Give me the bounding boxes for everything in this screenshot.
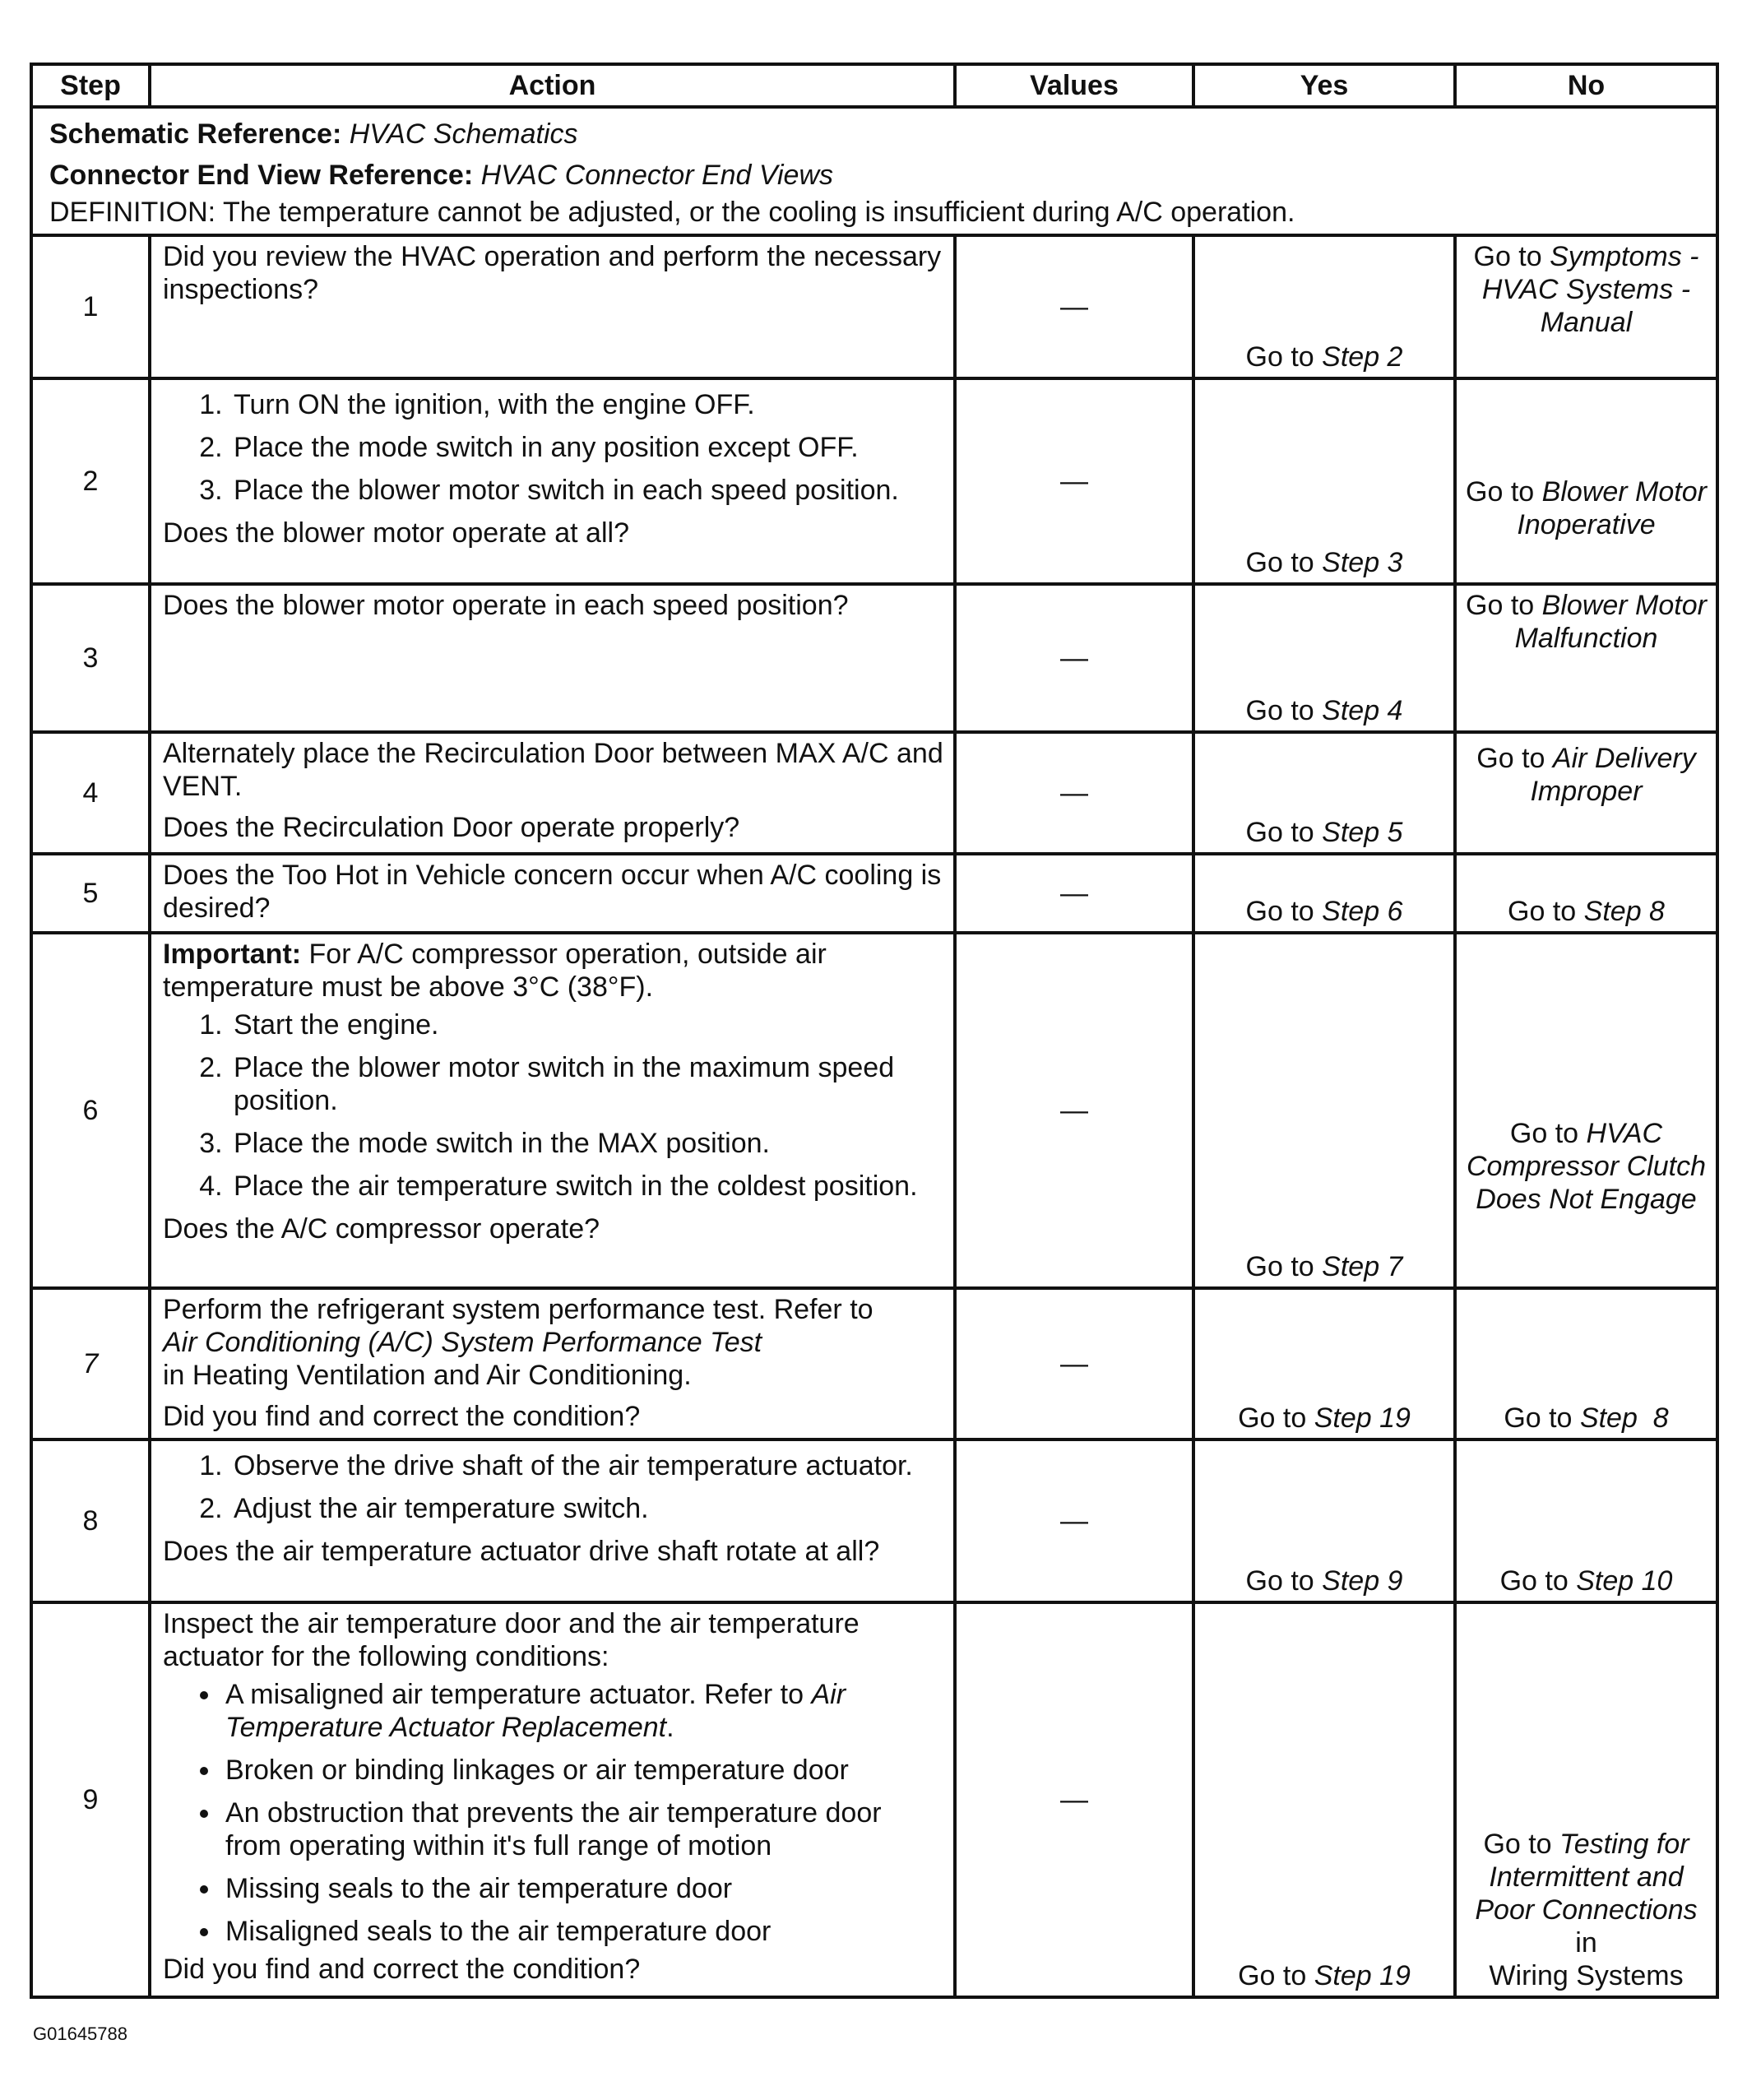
yes-cell (1193, 235, 1455, 378)
action-question: Does the Recirculation Door operate properly? (163, 812, 740, 843)
condition-list (163, 1678, 943, 1948)
go-to-label: Go to (1245, 547, 1314, 578)
go-to-label: Go to (1245, 1565, 1314, 1597)
no-step-link[interactable]: Step 8 (1583, 896, 1665, 927)
step-number: 8 (31, 1439, 150, 1602)
table-row (31, 378, 1717, 584)
go-to-label: Go to (1466, 476, 1535, 508)
table-row (31, 584, 1717, 732)
step-number: 7 (31, 1288, 150, 1439)
step-number: 3 (31, 584, 150, 732)
action-text: Inspect the air temperature door and the air temperature actuator for the following conditions: (163, 1608, 860, 1672)
go-to-label: Go to (1245, 1251, 1314, 1282)
list-item: 3. Place the mode switch in the MAX position. (230, 1127, 943, 1160)
no-step-link[interactable]: Blower Motor Inoperative (1517, 476, 1707, 540)
definition-text: DEFINITION: The temperature cannot be adjusted, or the cooling is insufficient during A/C operation. (49, 197, 1295, 228)
reference-row (31, 107, 1717, 235)
list-item: • An obstruction that prevents the air temperature door from operating within it's full range of motion (222, 1796, 943, 1862)
go-to-label: Go to (1245, 695, 1314, 726)
action-reference-link[interactable]: Air Conditioning (A/C) System Performance Test (163, 1327, 762, 1358)
values-cell: — (955, 235, 1193, 378)
action-text: in Heating Ventilation and Air Conditioning. (163, 1360, 692, 1391)
action-cell (150, 854, 955, 933)
step-number: 9 (31, 1602, 150, 1997)
bullet-period: . (666, 1712, 674, 1743)
yes-step-link[interactable]: Step 6 (1322, 896, 1403, 927)
step-number: 4 (31, 732, 150, 854)
table-row (31, 854, 1717, 933)
values-cell: — (955, 1439, 1193, 1602)
values-cell: — (955, 1288, 1193, 1439)
action-text: Perform the refrigerant system performance test. Refer to (163, 1294, 874, 1325)
table-row (31, 933, 1717, 1288)
connector-reference-label: Connector End View Reference: (49, 160, 474, 191)
yes-step-link[interactable]: Step 19 (1314, 1402, 1411, 1434)
schematic-reference-link[interactable]: HVAC Schematics (349, 118, 578, 150)
action-cell (150, 1288, 955, 1439)
schematic-reference (49, 114, 1699, 155)
action-text: Did you review the HVAC operation and perform the necessary inspections? (163, 241, 942, 305)
go-to-label: Go to (1509, 1118, 1579, 1149)
diagnostic-table-container (30, 63, 1716, 1999)
yes-step-link[interactable]: Step 7 (1322, 1251, 1403, 1282)
list-item: 2. Adjust the air temperature switch. (230, 1492, 943, 1525)
action-cell (150, 1439, 955, 1602)
procedure-list (163, 388, 943, 507)
action-cell (150, 933, 955, 1288)
yes-cell (1193, 584, 1455, 732)
no-step-link[interactable]: Step 8 (1579, 1402, 1669, 1434)
list-item: 1. Turn ON the ignition, with the engine OFF. (230, 388, 943, 421)
list-item: 4. Place the air temperature switch in the coldest position. (230, 1170, 943, 1203)
list-item: 1. Start the engine. (230, 1008, 943, 1041)
list-item: 2. Place the blower motor switch in the maximum speed position. (230, 1051, 943, 1117)
reference-cell (31, 107, 1717, 235)
values-cell: — (955, 584, 1193, 732)
figure-id: G01645788 (33, 2024, 127, 2044)
connector-reference (49, 155, 1699, 196)
table-row (31, 235, 1717, 378)
action-cell (150, 235, 955, 378)
list-item: • Missing seals to the air temperature door (222, 1872, 943, 1905)
no-step-link[interactable]: Air Delivery Improper (1530, 743, 1696, 807)
go-to-label: Go to (1473, 241, 1542, 272)
no-in-label: in (1575, 1927, 1597, 1959)
values-cell: — (955, 854, 1193, 933)
go-to-label: Go to (1238, 1402, 1307, 1434)
values-cell: — (955, 378, 1193, 584)
go-to-label: Go to (1238, 1960, 1307, 1991)
no-cell (1455, 235, 1717, 378)
header-row (31, 64, 1717, 107)
list-item: 3. Place the blower motor switch in each speed position. (230, 474, 943, 507)
table-row (31, 1602, 1717, 1997)
action-question: Does the air temperature actuator drive shaft rotate at all? (163, 1536, 880, 1567)
no-cell (1455, 1439, 1717, 1602)
no-step-link[interactable]: Testing for Intermittent and Poor Connections (1475, 1829, 1698, 1926)
values-cell: — (955, 1602, 1193, 1997)
step-number: 2 (31, 378, 150, 584)
go-to-label: Go to (1504, 1402, 1573, 1434)
action-cell (150, 732, 955, 854)
go-to-label: Go to (1499, 1565, 1569, 1597)
step-number: 1 (31, 235, 150, 378)
yes-step-link[interactable]: Step 19 (1314, 1960, 1411, 1991)
yes-step-link[interactable]: Step 5 (1322, 817, 1403, 848)
important-label: Important: (163, 939, 302, 970)
go-to-label: Go to (1483, 1829, 1552, 1860)
no-cell (1455, 732, 1717, 854)
go-to-label: Go to (1245, 817, 1314, 848)
action-text: Alternately place the Recirculation Door between MAX A/C and VENT. (163, 738, 943, 802)
go-to-label: Go to (1245, 341, 1314, 373)
list-item: • Broken or binding linkages or air temperature door (222, 1754, 943, 1787)
no-cell (1455, 584, 1717, 732)
action-text: Does the blower motor operate in each speed position? (163, 590, 849, 621)
go-to-label: Go to (1476, 743, 1545, 774)
list-item: 2. Place the mode switch in any position except OFF. (230, 431, 943, 464)
header-no: No (1455, 64, 1717, 107)
no-cell (1455, 1602, 1717, 1997)
action-question: Does the blower motor operate at all? (163, 517, 629, 549)
go-to-label: Go to (1245, 896, 1314, 927)
yes-cell (1193, 1602, 1455, 1997)
values-cell: — (955, 732, 1193, 854)
action-cell (150, 584, 955, 732)
action-question: Does the A/C compressor operate? (163, 1213, 600, 1245)
table-row (31, 732, 1717, 854)
action-question: Did you find and correct the condition? (163, 1954, 641, 1985)
action-cell (150, 378, 955, 584)
list-item: • Misaligned seals to the air temperature door (222, 1915, 943, 1948)
no-step-link[interactable]: Step 10 (1576, 1565, 1673, 1597)
action-question: Did you find and correct the condition? (163, 1401, 641, 1432)
header-values: Values (955, 64, 1193, 107)
go-to-label: Go to (1508, 896, 1577, 927)
important-note (163, 938, 943, 1004)
yes-cell (1193, 732, 1455, 854)
procedure-list (163, 1008, 943, 1203)
important-text: For A/C compressor operation, outside air temperature must be above 3°C (38°F). (163, 939, 827, 1003)
no-cell (1455, 933, 1717, 1288)
yes-step-link[interactable]: Step 2 (1322, 341, 1403, 373)
no-cell (1455, 854, 1717, 933)
no-step-link[interactable]: HVAC Compressor Clutch Does Not Engage (1467, 1118, 1706, 1215)
yes-cell (1193, 378, 1455, 584)
yes-step-link[interactable]: Step 9 (1322, 1565, 1403, 1597)
step-number: 6 (31, 933, 150, 1288)
no-manual-section: Wiring Systems (1489, 1960, 1684, 1991)
values-cell: — (955, 933, 1193, 1288)
yes-cell (1193, 1288, 1455, 1439)
table-row (31, 1288, 1717, 1439)
header-step: Step (31, 64, 150, 107)
no-step-link[interactable]: Blower Motor Malfunction (1514, 590, 1707, 654)
yes-step-link[interactable]: Step 4 (1322, 695, 1403, 726)
action-cell (150, 1602, 955, 1997)
header-yes: Yes (1193, 64, 1455, 107)
yes-cell (1193, 933, 1455, 1288)
table-row (31, 1439, 1717, 1602)
connector-reference-link[interactable]: HVAC Connector End Views (480, 160, 833, 191)
no-step-link[interactable]: Symptoms - HVAC Systems - Manual (1481, 241, 1699, 338)
go-to-label: Go to (1466, 590, 1535, 621)
list-item (222, 1678, 943, 1744)
yes-cell (1193, 854, 1455, 933)
diagnostic-table (30, 63, 1719, 1999)
bullet-text: A misaligned air temperature actuator. Refer to (225, 1679, 812, 1710)
no-cell (1455, 1288, 1717, 1439)
action-text: Does the Too Hot in Vehicle concern occur when A/C cooling is desired? (163, 860, 942, 924)
no-cell (1455, 378, 1717, 584)
list-item: 1. Observe the drive shaft of the air temperature actuator. (230, 1449, 943, 1482)
header-action: Action (150, 64, 955, 107)
schematic-reference-label: Schematic Reference: (49, 118, 342, 150)
yes-step-link[interactable]: Step 3 (1322, 547, 1403, 578)
bullet-reference-link[interactable]: Air Temperature Actuator Replacement (225, 1679, 846, 1743)
yes-cell (1193, 1439, 1455, 1602)
procedure-list (163, 1449, 943, 1525)
step-number: 5 (31, 854, 150, 933)
